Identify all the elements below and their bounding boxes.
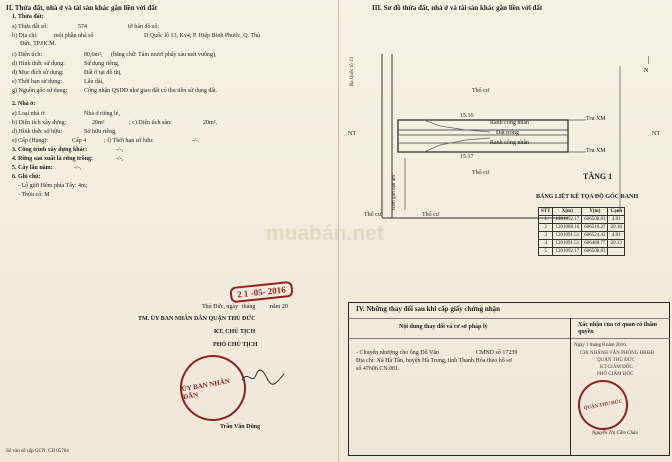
f-value: Lâu dài, [84, 79, 104, 85]
house-d-value: Cấp 4 [72, 138, 87, 144]
pct-line: PHÓ CHỦ TỊCH [213, 342, 258, 348]
table-row: 1 1201092.17 606508.83 4.01 [539, 216, 625, 224]
iv-confirm-3: KT.GIÁM ĐỐC [600, 365, 633, 370]
section-iv-divider [348, 318, 670, 319]
f-label: e) Thời hạn sử dụng: [12, 79, 62, 85]
item5-value: -/-, [74, 165, 82, 171]
c-value: 80,6m², [84, 52, 103, 58]
house-d-term-label: ; f) Thời hạn sở hữu: [104, 138, 154, 144]
item6: 6. Ghi chú: [12, 174, 41, 180]
table-row: 2 1201088.16 606510.27 20.16 [539, 224, 625, 232]
item4-value: -/-, [116, 156, 124, 162]
date-year: năm 20 [270, 304, 288, 310]
iv-content-3: số 47606.CN.001. [356, 366, 400, 372]
house-a-value: Nhà ở riêng lẻ, [84, 111, 120, 117]
ranh-bottom: Ranh công nhân [490, 140, 529, 146]
iv-confirm-1: CHI NHÁNH VĂN PHÒNG ĐKĐĐ [580, 351, 655, 356]
table-row: 3 1201091.51 606524.43 4.01 [539, 232, 625, 240]
iv-confirm-4: PHÓ GIÁM ĐỐC [597, 372, 634, 377]
side-left: Thổ cư [364, 212, 382, 218]
signer-name: Trần Văn Dũng [220, 424, 261, 430]
iv-col2: Xác nhận của cơ quan có thẩm quyền [578, 322, 657, 336]
date-stamp: 2 1 -05- 2016 [229, 281, 293, 303]
ranh-mid: Đất trống [496, 130, 519, 136]
house-b-label: b) Diện tích xây dựng: [12, 120, 67, 126]
house-d-label: e) Cấp (Hạng): [12, 138, 48, 144]
g-value: Công nhận QSDĐ như giao đất có thu tiền sử dụng đất. [84, 88, 218, 94]
section-iv-title: IV. Những thay đổi sau khi cấp giấy chứng nhận [356, 305, 501, 313]
item5: 5. Cây lâu năm: [12, 165, 53, 171]
iv-content-1b: CMND số 17239 [476, 350, 518, 356]
item3: 3. Công trình xây dựng khác: [12, 147, 88, 153]
house-b-floor-label: ; c) Diện tích sàn: [129, 120, 172, 126]
e-value: Đất ở tại đô thị, [84, 70, 122, 76]
house-c-label: d) Hình thức sở hữu: [12, 129, 63, 135]
nt-label: NT [348, 131, 356, 137]
table-header: X(m) [553, 208, 582, 216]
arrow-top: Tru XM [586, 116, 606, 122]
right-panel [340, 0, 672, 462]
land-title: 1. Thửa đất: [12, 14, 44, 20]
table-row: 5 1201092.17 606508.83 [539, 248, 625, 256]
iv-signer: Nguyễn Thị Cẩm Châu [592, 431, 638, 436]
table-header: STT [539, 208, 553, 216]
bottom-line: Số vào sổ cấp GCN: CH 05764 [6, 449, 69, 454]
house-b-value: 20m² [92, 120, 105, 126]
ranh-top: Ranh công nhân [490, 120, 529, 126]
house-c-value: Sở hữu riêng, [84, 129, 117, 135]
section-iv-split [570, 318, 571, 456]
note2: - Thửa có: M [18, 192, 50, 198]
floor-tag: TẦNG 1 [583, 172, 613, 181]
arrow-bottom: Tru XM [586, 148, 606, 154]
side-right: Thổ cư [422, 212, 440, 218]
width-bottom: 15.17 [460, 154, 474, 160]
iv-seal: QUẬN THỦ ĐỨC [574, 376, 632, 434]
svg-text:|: | [648, 55, 650, 64]
item3-value: -/-, [116, 147, 124, 153]
date-month: tháng [242, 304, 256, 310]
watermark: muabán.net [266, 222, 384, 245]
svg-text:N: N [644, 68, 649, 74]
house-b-floor-value: 20m², [203, 120, 217, 126]
note1: - Lộ giới Hẻm phía Tây: 4m; [18, 183, 88, 189]
b-value: một phần nhà số [54, 33, 94, 39]
c-words: (bằng chữ: Tám mươi phẩy sáu mét vuông), [111, 52, 217, 58]
section-iii-title: III. Sơ đồ thửa đất, nhà ở và tài sản khác gắn liền với đất [372, 4, 543, 12]
iv-content-1: - Chuyển nhượng cho ông Đỗ Văn [356, 350, 439, 356]
authority-line: TM. ỦY BAN NHÂN DÂN QUẬN THỦ ĐỨC [138, 316, 256, 322]
iv-date: Ngày 1 tháng 8 năm 2016. [574, 343, 628, 348]
red-seal: ỦY BAN NHÂN DÂN [175, 350, 251, 426]
iv-confirm-2: QUẬN THỦ ĐỨC [597, 358, 635, 363]
road-label: Ra Quốc lộ 13 [350, 56, 355, 86]
section-iv-divider [348, 338, 670, 339]
e-label: đ) Mục đích sử dụng: [12, 70, 64, 76]
kt-line: KT. CHỦ TỊCH [214, 329, 256, 335]
bottom-label: Thổ cư [472, 170, 490, 176]
a-label: a) Thửa đất số: [12, 24, 48, 30]
table-title: BẢNG LIỆT KÊ TỌA ĐỘ GÓC RANH [536, 194, 639, 200]
alley-label: Hẻm giới hạn 4m [392, 175, 397, 210]
date-line: Thủ Đức, ngày [202, 304, 239, 310]
table-header: Cạnh [608, 208, 625, 216]
b-label: b) Địa chỉ: [12, 33, 38, 39]
b-value2: D Quốc lộ 13, Kv4, P. Hiệp Bình Phước, Q. Thủ [144, 33, 261, 39]
g-label: g) Nguồn gốc sử dụng: [12, 88, 68, 94]
d-value: Sử dụng riêng, [84, 61, 120, 67]
top-label: Thổ cư [472, 88, 490, 94]
nt-label-2: NT [652, 131, 660, 137]
iv-content-2: Địa chỉ: Xã Hà Tân, huyện Hà Trung, tỉnh Thanh Hóa theo hồ sơ [356, 358, 512, 364]
house-title: 2. Nhà ở: [12, 101, 36, 107]
iv-col1: Nội dung thay đổi và cơ sở pháp lý [399, 324, 488, 330]
section-ii-title: II. Thửa đất, nhà ở và tài sản khác gắn liền với đất [6, 4, 158, 12]
b-value3: Đức, TP.HCM. [20, 41, 57, 47]
house-d-term-value: -/-. [192, 138, 200, 144]
signature-scribble [240, 368, 288, 386]
width-top: 15.16 [460, 113, 474, 119]
c-label: c) Diện tích: [12, 52, 42, 58]
coords-table [538, 207, 625, 256]
house-a-label: a) Loại nhà ở: [12, 111, 46, 117]
item4: 4. Rừng sản xuất là rừng trồng: [12, 156, 94, 162]
table-row: 4 1201091.51 606488.77 20.13 [539, 240, 625, 248]
d-label: d) Hình thức sử dụng: [12, 61, 65, 67]
a-value: 574 [78, 24, 87, 30]
table-header: Y(m) [582, 208, 608, 216]
a-sheet-label: tờ bản đồ số: [128, 24, 160, 30]
signature-icon [240, 368, 288, 386]
